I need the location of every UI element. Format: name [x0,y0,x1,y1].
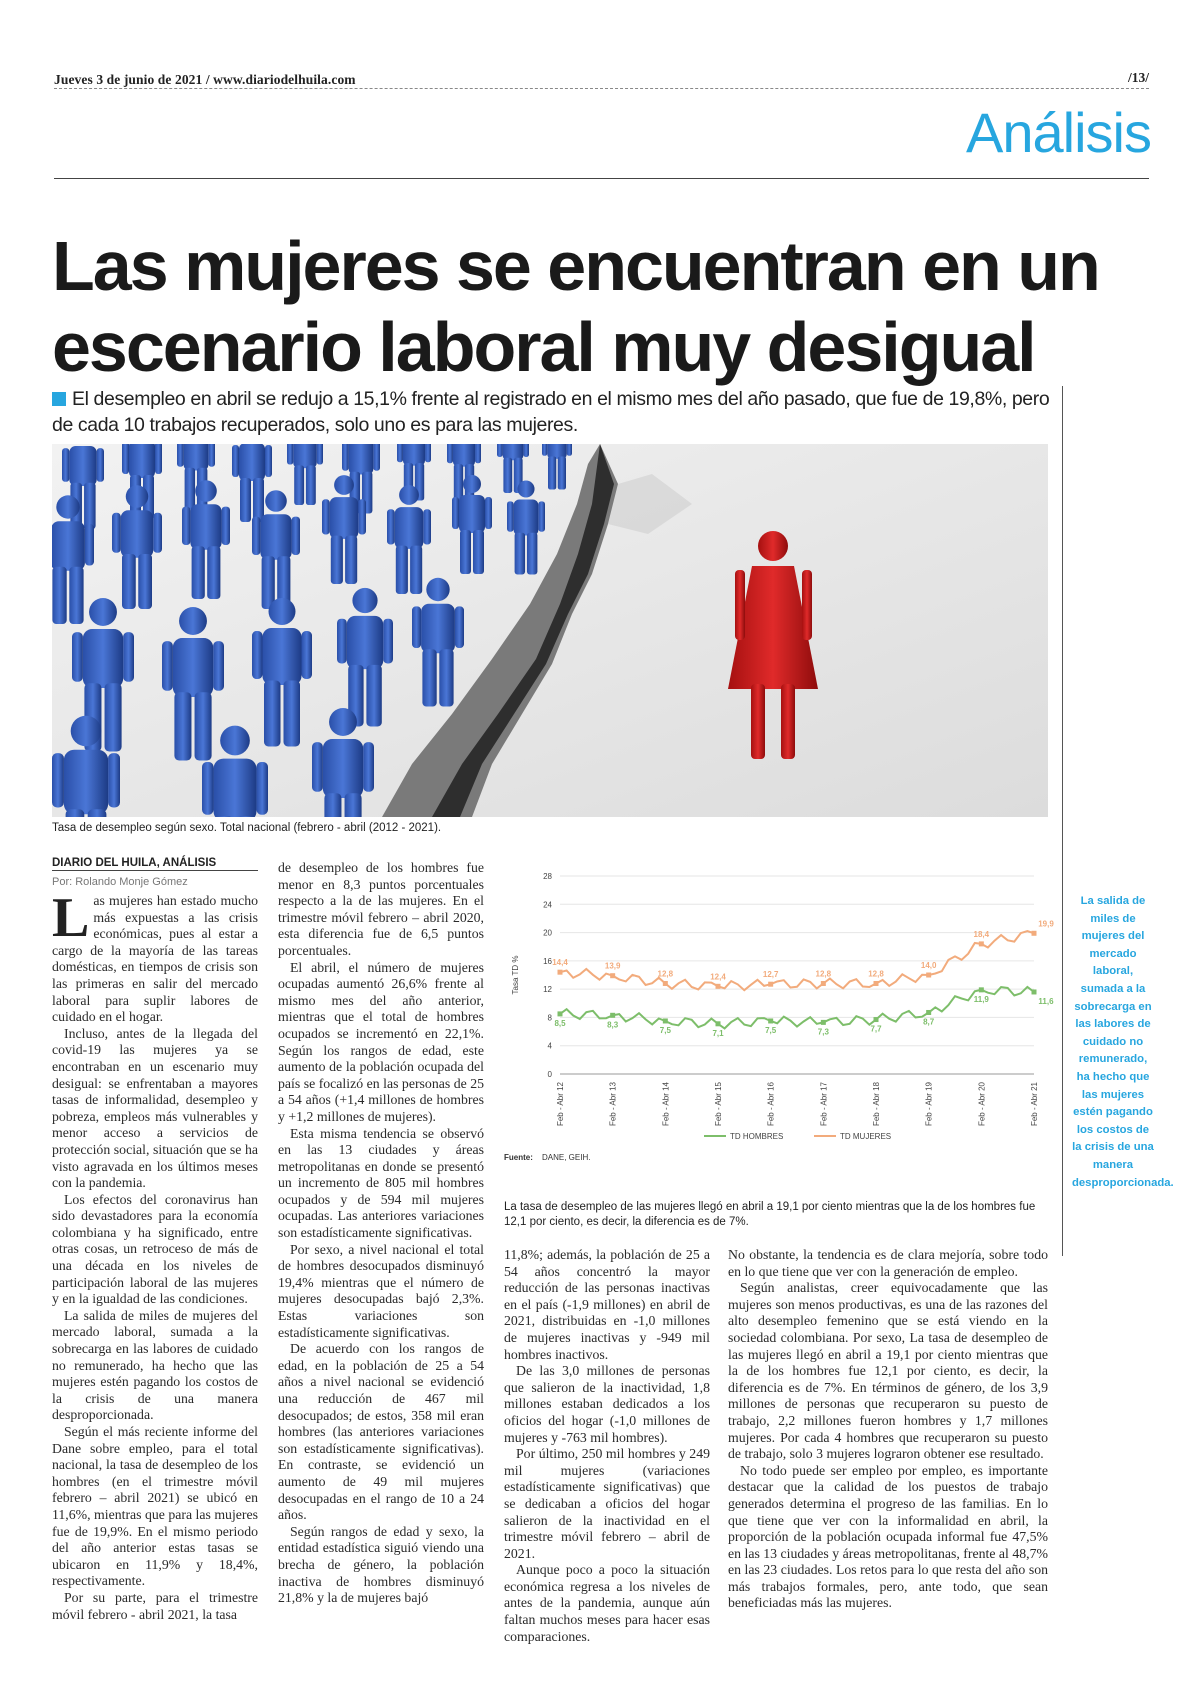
line-chart-svg [504,860,1054,1198]
paragraph: 11,8%; además, la población de 25 a 54 años concentró la mayor reducción de las personas inactivas en el país (-1,9 millones) en abril de 2021, distribuidas en -1,0 millones de mujeres inactivas y -949 mil hombres inactivos. [504,1247,710,1362]
data-point [768,1018,773,1023]
data-point [979,941,984,946]
y-tick-label: 28 [543,872,552,881]
data-point [874,1017,879,1022]
data-point [874,981,879,986]
y-tick-label: 20 [543,928,552,938]
data-label: 8,3 [607,1020,619,1030]
lead-paragraph [52,386,1052,438]
data-label: 19,9 [1038,919,1054,929]
paragraph: Esta misma tendencia se observó en las 13 ciudades y áreas metropolitanas en donde se presentó un incremento de 805 mil hombres ocupados y de 594 mil mujeres ocupadas. Las anteriores variaciones son estadísticamente significativas. [278,1125,484,1241]
header-rule [54,88,1149,89]
x-tick-label: Feb - Abr 21 [1030,1082,1039,1127]
paragraph: Por último, 250 mil hombres y 249 mil mujeres (variaciones estadísticamente significativas) que se dedicaban a oficios del hogar salieron de la inactividad en el trimestre móvil febrero – abril de 2021. [504,1446,710,1561]
byline-author: Por: Rolando Monje Gómez [52,876,188,888]
article-column-3 [504,1247,710,1645]
paragraph: Según el más reciente informe del Dane sobre empleo, para el total nacional, la tasa de desempleo de los hombres (en el trimestre móvil febrero – abril 2021) se ubicó en 11,6%, mientras que para las mujeres fue de 19,9%. En el mismo periodo del año anterior estas tasas se ubicaron en 11,9% y 18,4%, respectivamente. [52,1424,258,1589]
data-point [558,1011,563,1016]
paragraph: de desempleo de los hombres fue menor en 8,3 puntos porcentuales respecto a la de las mujeres. En el trimestre móvil febrero – abril 2020, esta diferencia fue de 6,5 puntos porcentuales. [278,860,484,958]
paragraph: Según rangos de edad y sexo, la entidad estadística siguió viendo una brecha de género, la población inactiva de hombres disminuyó 21,8% y la de mujeres bajó [278,1523,484,1606]
date-site-line: Jueves 3 de junio de 2021 / www.diariodelhuila.com [54,72,356,87]
paragraph: Por su parte, para el trimestre móvil febrero - abril 2021, la tasa [52,1589,258,1622]
x-tick-label: Feb - Abr 18 [872,1082,881,1127]
y-axis-label: Tasa TD % [511,955,520,995]
data-point [663,981,668,986]
data-point [979,987,984,992]
x-tick-label: Feb - Abr 16 [766,1082,776,1127]
article-column-4 [728,1247,1048,1612]
y-tick-label: 0 [547,1070,552,1079]
legend-entry: TD MUJERES [840,1132,892,1141]
chart-source: DANE, GEIH. [542,1153,591,1162]
data-label: 12,8 [868,969,884,979]
data-label: 7,5 [659,1025,671,1035]
data-label: 8,7 [923,1017,935,1027]
data-label: 18,4 [973,929,990,939]
data-label: 12,7 [762,970,779,980]
lead-bullet-icon [52,392,66,406]
data-point [821,1020,826,1025]
y-tick-label: 4 [547,1041,552,1051]
chart-source-label: Fuente: [504,1153,533,1162]
x-tick-label: Feb - Abr 12 [556,1082,565,1127]
data-label: 11,6 [1038,996,1054,1006]
paragraph: Incluso, antes de la llegada del covid-19 las mujeres ya se encontraban en un escenario muy desigual: se enfrentaban a mayores tasas de informalidad, desempleo y pobreza, empleos más vulnerables y menor acceso a servicios de protección social, situación que se ha visto agravada en los últimos meses con la pandemia. [52,1025,258,1191]
headline: Las mujeres se encuentran en un escenario laboral muy desigual [52,227,1099,386]
data-point [558,970,563,975]
dropcap: L [52,887,90,949]
paragraph: De acuerdo con los rangos de edad, en la población de 25 a 54 años a nivel nacional se evidenció una reducción de 467 mil desocupados; de estos, 358 mil eran hombres (las anteriores variaciones son estadísticamente significativas). En contraste, se evidenció un aumento de 49 mil mujeres desocupadas en el rango de 10 a 24 años. [278,1341,484,1523]
data-label: 13,9 [604,961,621,971]
chart-caption: La tasa de desempleo de las mujeres llegó en abril a 19,1 por ciento mientras que la de los hombres fue 12,1 por ciento, es decir, la diferencia es de 7%. [504,1201,1036,1228]
x-tick-label: Feb - Abr 14 [661,1082,671,1127]
paragraph: De las 3,0 millones de personas que salieron de la inactividad, 1,8 millones estaban dedicados a los oficios del hogar (-1,0 millones de mujeres y -763 mil hombres). [504,1363,710,1445]
paragraph: La salida de miles de mujeres del mercado laboral, sumada a la sobrecarga en las labores de cuidado no remunerado, ha hecho que las mujeres estén pagando los costos de la crisis de una manera desproporcionada. [52,1307,258,1423]
x-tick-label: Feb - Abr 19 [924,1082,934,1127]
y-tick-label: 8 [547,1013,552,1023]
sidebar-pull-quote: La salida de miles de mujeres del mercado laboral, sumada a la sobrecarga en las labores de cuidado no remunerado, ha hecho que las mujeres estén pagando los costos de la crisis de una manera desproporcionada. [1072,895,1174,1189]
paragraph: No obstante, la tendencia es de clara mejoría, sobre todo en lo que tiene que ver con la generación de empleo. [728,1247,1048,1279]
byline-source: DIARIO DEL HUILA, ANÁLISIS [52,857,258,871]
data-point [926,973,931,978]
data-label: 14,0 [920,961,937,970]
data-point [716,984,721,989]
data-label: 7,1 [712,1028,724,1038]
data-label: 12,8 [815,969,832,979]
article-column-2 [278,860,484,1607]
article-photo [52,444,1048,817]
y-tick-label: 12 [543,985,552,995]
legend-entry: TD HOMBRES [730,1132,784,1141]
data-point [1032,931,1037,936]
unemployment-chart [504,860,1054,1198]
data-point [610,1013,615,1018]
paragraph: Aunque poco a poco la situación económica regresa a los niveles de antes de la pandemia, aunque aún faltan muchos meses para hacer esas comparaciones. [504,1562,710,1644]
section-title: Análisis [966,101,1151,164]
lead-text: El desempleo en abril se redujo a 15,1% frente al registrado en el mismo mes del año pasado, que fue de 19,8%, pero de cada 10 trabajos recuperados, solo uno es para las mujeres. [52,388,1050,436]
data-point [663,1018,668,1023]
data-label: 7,3 [817,1027,829,1037]
series-line-hombres [560,987,1034,1029]
data-point [1032,989,1037,994]
data-label: 7,5 [765,1025,777,1035]
data-label: 12,8 [657,969,674,979]
paragraph: El abril, el número de mujeres ocupadas aumentó 26,6% frente al mismo mes del año anterior, mientras que el total de hombres ocupados se incrementó en 22,1%. Según los rangos de edad, este aumento de la población ocupada del país se focalizó en las personas de 25 a 54 años (+1,4 millones de hombres y +1,2 millones de mujeres). [278,959,484,1124]
data-label: 8,5 [554,1018,566,1028]
paragraph: Según analistas, creer equivocadamente que las mujeres son menos productivas, es una de las razones del alto desempleo femenino que se está viendo en la sociedad colombiana. Por sexo, La tasa de desempleo de las mujeres llegó en abril a 19,1 por ciento mientras que la de los hombres fue 12,1 por ciento, es decir, la diferencia es de 7%. En términos de género, de los 3,9 millones de personas que recuperaron su puesto de trabajo, 2,2 millones fueron hombres y 1,7 millones mujeres. Por cada 4 hombres que recuperaron su puesto de trabajo, solo 3 mujeres lograron obtener ese resultado. [728,1280,1048,1462]
y-tick-label: 24 [543,900,552,910]
x-tick-label: Feb - Abr 20 [977,1082,987,1127]
crowd-crack-illustration [52,444,1048,817]
y-tick-label: 16 [543,956,552,966]
x-tick-label: Feb - Abr 13 [608,1082,618,1127]
data-point [768,982,773,987]
section-rule [54,178,1149,179]
article-column-1 [52,887,258,1623]
sidebar-rule [1062,386,1063,1256]
paragraph: No todo puede ser empleo por empleo, es importante destacar que la calidad de los puestos de trabajo generados determina el progreso de las familias. En lo que tiene que ver con la informalidad en abril, la proporción de la población ocupada informal fue 47,5% en las 13 ciudades y áreas metropolitanas, frente al 48,7% en las 23 ciudades. Los retos para lo que resta del año son más trabajos formales, pero, ante todo, que sean beneficiadas más las mujeres. [728,1462,1048,1611]
data-point [716,1021,721,1026]
data-label: 7,7 [870,1024,882,1034]
data-point [610,973,615,978]
photo-caption: Tasa de desempleo según sexo. Total nacional (febrero - abril (2012 - 2021). [52,822,442,834]
paragraph: Por sexo, a nivel nacional el total de hombres desocupados disminuyó 19,4% mientras que el número de mujeres desocupadas bajó 2,3%. Estas variaciones son estadísticamente significativas. [278,1241,484,1340]
data-label: 12,4 [710,972,726,982]
page-number: /13/ [1127,70,1149,85]
x-tick-label: Feb - Abr 17 [819,1082,829,1127]
data-label: 11,9 [973,994,989,1004]
x-tick-label: Feb - Abr 15 [714,1082,723,1127]
data-point [926,1010,931,1015]
data-label: 14,4 [552,958,568,968]
paragraph: Los efectos del coronavirus han sido devastadores para la economía colombiana y ha significado, entre otras cosas, un retroceso de más de una década en los niveles de participación laboral de las mujeres y en la igualdad de las condiciones. [52,1191,258,1307]
data-point [821,981,826,986]
paragraph: Las mujeres han estado mucho más expuestas a las crisis económicas, pues al estar a cargo de la mayoría de las tareas domésticas, en tiempos de crisis son las primeras en salir del mercado laboral para suplir labores de cuidado en el hogar. [52,887,258,1025]
